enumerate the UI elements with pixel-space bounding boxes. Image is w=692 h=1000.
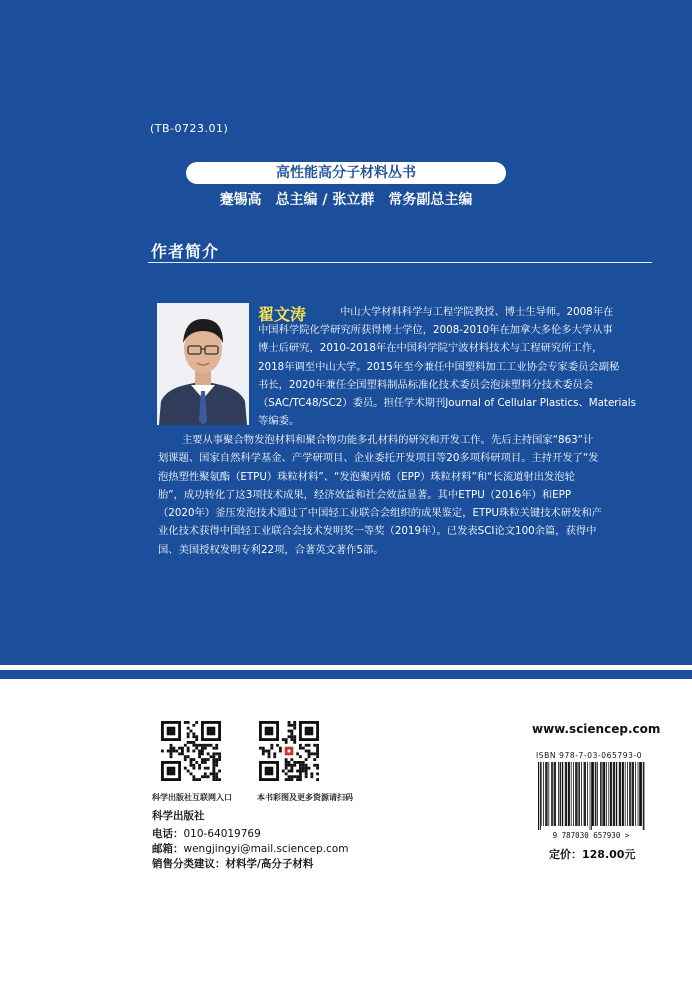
section-title: 作者简介 [151,242,220,261]
author-bio-paragraph-1 [258,321,636,431]
bio-line: （2020年）釜压发泡技术通过了中国轻工业联合会组织的成果鉴定，ETPU珠粒关键技术研发和产 [158,507,603,520]
author-bio-first-line [340,303,613,321]
bio-line: 胎”，成功转化了这3项技术成果，经济效益和社会效益显著。其中ETPU（2016年）和EPP [158,488,572,501]
bio-line: 等编委。 [258,415,300,428]
portrait-figure-icon [157,303,249,425]
series-title: 高性能高分子材料丛书 [276,165,416,181]
section-divider [148,262,652,263]
qr2-caption: 本书彩图及更多资源请扫码 [257,793,353,802]
category-label: 销售分类建议： [152,858,226,870]
bio-line: 主要从事聚合物发泡材料和聚合物功能多孔材料的研究和开发工作。先后主持国家“863”计 [182,434,594,446]
bio-line: 划课题、国家自然科学基金、产学研项目、企业委托开发项目等20多项科研项目。主持开发了“发 [158,452,599,465]
phone-number: 010-64019769 [183,828,261,840]
author-bio-paragraph-2 [158,431,602,559]
bio-line: 博士后研究，2010-2018年在中国科学院宁波材料技术与工程研究所工作， [258,342,603,355]
category-row [152,856,313,871]
publisher-website: www.sciencep.com [532,722,661,736]
email-label: 邮箱： [152,843,184,855]
bio-line: （SAC/TC48/SC2）委员。担任学术期刊Journal of Cellular Plastics、Materials [258,397,636,410]
barcode-bars [538,762,644,830]
isbn-number: ISBN 978-7-03-065793-0 [536,751,643,760]
bio-line: 中国科学院化学研究所获得博士学位，2008-2010年在加拿大多伦多大学从事 [258,324,613,336]
book-price: 定价：128.00元 [549,848,636,861]
author-portrait [157,303,249,425]
email-address: wengjingyi@mail.sciencep.com [183,843,349,855]
phone-label: 电话： [152,828,184,840]
email-row [152,841,348,856]
publisher-name: 科学出版社 [152,810,205,822]
bio-line: 国、美国授权发明专利22项，合著英文著作5部。 [158,543,384,556]
blue-divider-stripe [0,670,692,679]
category-value: 材料学/高分子材料 [225,858,314,870]
bio-line: 中山大学材料科学与工程学院教授、博士生导师。2008年在 [340,306,614,318]
author-name: 翟文涛 [258,305,307,324]
catalog-code: (TB-0723.01) [150,122,229,135]
phone-row [152,826,261,841]
qr1-caption: 科学出版社互联网入口 [152,793,232,802]
barcode-digits: 9 787030 657930 > [552,831,630,840]
series-editors: 蹇锡高 总主编 / 张立群 常务副总主编 [219,192,473,208]
bio-line: 书长，2020年兼任全国塑料制品标准化技术委员会泡沫塑料分技术委员会 [258,378,594,391]
publisher-qr-code-icon[interactable] [161,721,221,781]
bio-line: 2018年调至中山大学。2015年至今兼任中国塑料加工工业协会专家委员会副秘 [258,360,620,373]
bio-line: 业化技术获得中国轻工业联合会技术发明奖一等奖（2019年）。已发表SCI论文100余篇，获得中 [158,525,597,538]
isbn-barcode [536,762,646,840]
bio-line: 泡热塑性聚氨酯（ETPU）珠粒材料”、“发泡聚丙烯（EPP）珠粒材料”和“长流道射出发泡轮 [158,470,575,483]
resources-qr-code-icon[interactable] [259,721,319,781]
